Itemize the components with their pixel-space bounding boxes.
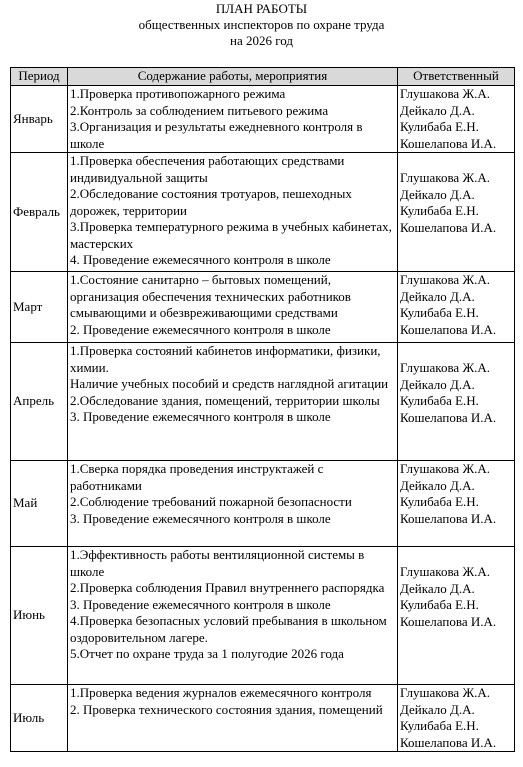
column-header-responsible: Ответственный xyxy=(398,68,515,86)
activity-item: 1.Эффективность работы вентиляционной системы в школе xyxy=(70,547,365,579)
responsible-person: Кошелапова И.А. xyxy=(400,409,497,425)
responsible-person: Кулибаба Е.Н. xyxy=(400,393,479,408)
period-cell: Июнь xyxy=(11,547,68,685)
activity-item: 1.Сверка порядка проведения инструктажей с работниками xyxy=(70,461,324,493)
activity-item: 2.Обследование здания, помещений, территории школы xyxy=(70,392,380,408)
responsible-person: Глушакова Ж.А. xyxy=(400,360,490,375)
activity-item: 3. Проведение ежемесячного контроля в школе xyxy=(70,409,331,424)
activity-item: 3.Проверка температурного режима в учебных кабинетах, мастерских xyxy=(70,219,392,251)
activity-item: 1.Проверка ведения журналов ежемесячного контроля xyxy=(70,685,372,700)
column-header-period: Период xyxy=(11,68,68,86)
responsible-person: Кошелапова И.А. xyxy=(400,219,497,235)
content-cell xyxy=(68,86,398,153)
column-header-content: Содержание работы, мероприятия xyxy=(68,68,398,86)
period-cell: Февраль xyxy=(11,153,68,272)
responsible-person: Глушакова Ж.А. xyxy=(400,685,490,700)
table-header-row xyxy=(11,68,515,86)
responsible-person: Кулибаба Е.Н. xyxy=(400,718,479,733)
responsible-person: Глушакова Ж.А. xyxy=(400,564,490,579)
responsible-cell xyxy=(398,547,515,685)
responsible-cell xyxy=(398,343,515,461)
responsible-person: Глушакова Ж.А. xyxy=(400,272,490,287)
content-cell xyxy=(68,272,398,343)
work-plan-table xyxy=(10,67,515,752)
content-cell xyxy=(68,685,398,752)
period-cell: Июль xyxy=(11,685,68,752)
responsible-cell xyxy=(398,685,515,752)
period-cell: Январь xyxy=(11,86,68,153)
responsible-person: Глушакова Ж.А. xyxy=(400,461,490,476)
activity-item: 3.Организация и результаты ежедневного контроля в школе xyxy=(70,119,363,151)
responsible-person: Кошелапова И.А. xyxy=(400,321,497,337)
activity-item: 1.Проверка противопожарного режима xyxy=(70,86,286,101)
table-row xyxy=(11,272,515,343)
responsible-cell xyxy=(398,272,515,343)
responsible-person: Глушакова Ж.А. xyxy=(400,86,490,101)
responsible-person: Кошелапова И.А. xyxy=(400,613,497,629)
responsible-cell xyxy=(398,461,515,547)
activity-item: 4.Проверка безопасных условий пребывания в школьном оздоровительном лагере. xyxy=(70,613,387,645)
period-cell: Апрель xyxy=(11,343,68,461)
responsible-person: Кулибаба Е.Н. xyxy=(400,597,479,612)
activity-item: Наличие учебных пособий и средств наглядной агитации xyxy=(70,376,389,391)
responsible-person: Дейкало Д.А. xyxy=(400,376,475,392)
activity-item: 1.Проверка состояний кабинетов информатики, физики, химии. xyxy=(70,343,381,375)
responsible-person: Дейкало Д.А. xyxy=(400,288,475,304)
activity-item: 2. Проведение ежемесячного контроля в школе xyxy=(70,321,331,337)
activity-item: 2.Проверка соблюдения Правил внутреннего распорядка xyxy=(70,580,385,595)
table-row xyxy=(11,685,515,752)
activity-item: 2.Обследование состояния тротуаров, пешеходных дорожек, территории xyxy=(70,186,352,218)
responsible-person: Кулибаба Е.Н. xyxy=(400,203,479,218)
activity-item: 1.Состояние санитарно – бытовых помещений, организация обеспечения технических работников смывающими и обезвреживающими средствами xyxy=(70,272,351,320)
activity-item: 5.Отчет по охране труда за 1 полугодие 2026 года xyxy=(70,646,344,661)
activity-item: 1.Проверка обеспечения работающих средствами индивидуальной защиты xyxy=(70,153,345,185)
responsible-person: Дейкало Д.А. xyxy=(400,580,475,596)
responsible-person: Глушакова Ж.А. xyxy=(400,170,490,185)
table-body xyxy=(11,86,515,752)
period-cell: Март xyxy=(11,272,68,343)
content-cell xyxy=(68,547,398,685)
table-row xyxy=(11,153,515,272)
responsible-person: Кошелапова И.А. xyxy=(400,510,497,526)
responsible-cell xyxy=(398,153,515,272)
table-row xyxy=(11,461,515,547)
content-cell xyxy=(68,343,398,461)
doc-title: ПЛАН РАБОТЫ xyxy=(215,1,308,16)
content-cell xyxy=(68,461,398,547)
responsible-person: Кулибаба Е.Н. xyxy=(400,494,479,509)
activity-item: 3. Проведение ежемесячного контроля в школе xyxy=(70,596,331,612)
table-row xyxy=(11,547,515,685)
content-cell xyxy=(68,153,398,272)
doc-year: на 2026 год xyxy=(230,33,293,48)
responsible-person: Кулибаба Е.Н. xyxy=(400,119,479,134)
responsible-cell xyxy=(398,86,515,153)
responsible-person: Дейкало Д.А. xyxy=(400,102,475,118)
activity-item: 3. Проведение ежемесячного контроля в школе xyxy=(70,510,331,526)
period-cell: Май xyxy=(11,461,68,547)
activity-item: 4. Проведение ежемесячного контроля в школе xyxy=(70,252,331,267)
responsible-person: Кошелапова И.А. xyxy=(400,135,497,151)
responsible-person: Дейкало Д.А. xyxy=(400,477,475,493)
activity-item: 2.Соблюдение требований пожарной безопасности xyxy=(70,494,352,509)
responsible-person: Дейкало Д.А. xyxy=(400,701,475,717)
doc-subtitle: общественных инспекторов по охране труда xyxy=(138,17,385,32)
table-row xyxy=(11,86,515,153)
table-row xyxy=(11,343,515,461)
responsible-person: Кулибаба Е.Н. xyxy=(400,305,479,320)
activity-item: 2.Контроль за соблюдением питьевого режима xyxy=(70,102,329,118)
responsible-person: Кошелапова И.А. xyxy=(400,734,497,750)
responsible-person: Дейкало Д.А. xyxy=(400,186,475,202)
activity-item: 2. Проверка технического состояния здания, помещений xyxy=(70,701,383,717)
